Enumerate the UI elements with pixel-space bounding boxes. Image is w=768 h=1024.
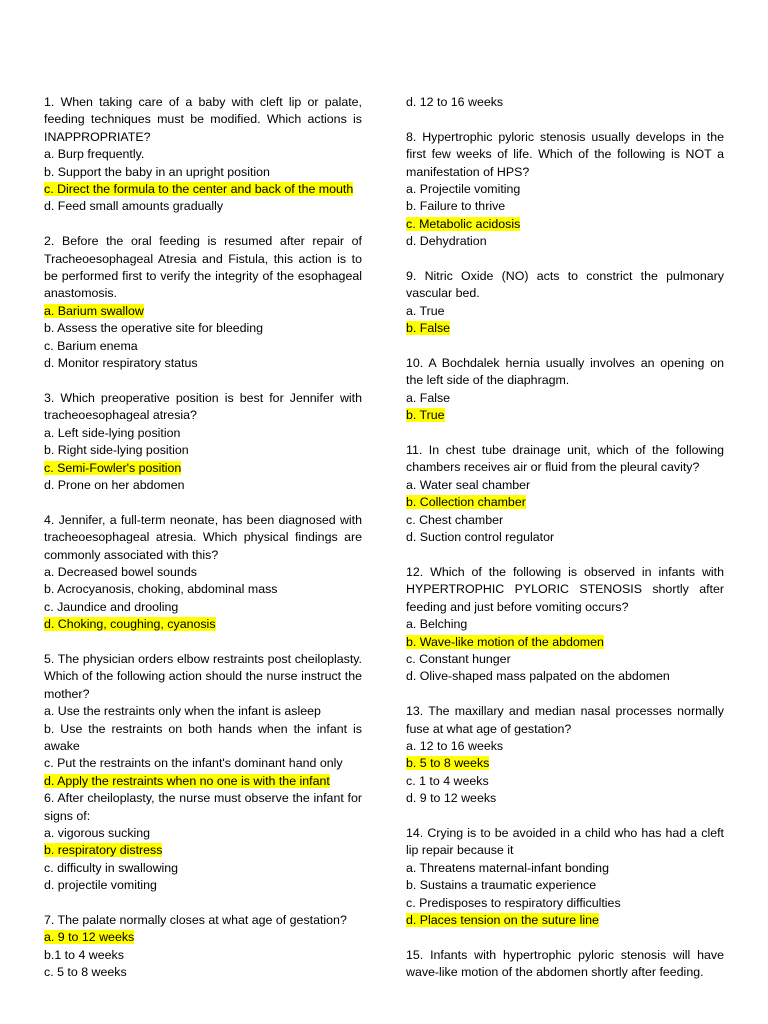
question-stem: 8. Hypertrophic pyloric stenosis usually develops in the first few weeks of life. Which of the following is NOT a manifestation of HPS? [406, 129, 724, 179]
option-b: b. Right side-lying position [44, 443, 189, 458]
option-c: c. Barium enema [44, 338, 138, 353]
option-b: b. Sustains a traumatic experience [406, 878, 597, 893]
answer-highlight: b. respiratory distress [44, 843, 163, 858]
question-12 [406, 564, 724, 686]
option-a: a. False [406, 390, 451, 405]
option-d-answer [406, 912, 724, 929]
answer-highlight: b. Wave-like motion of the abdomen [406, 634, 604, 649]
option-b-answer [406, 407, 724, 424]
question-15 [406, 947, 724, 982]
question-11 [406, 442, 724, 546]
option-b-answer [406, 494, 724, 511]
option-d: d. Suction control regulator [406, 530, 555, 545]
question-13 [406, 703, 724, 807]
question-10 [406, 355, 724, 425]
answer-highlight: d. Apply the restraints when no one is with the infant [44, 773, 330, 788]
answer-highlight: d. Choking, coughing, cyanosis [44, 617, 216, 632]
option-a: a. Projectile vomiting [406, 182, 521, 197]
option-a: a. True [406, 303, 445, 318]
question-stem: 12. Which of the following is observed in infants with HYPERTROPHIC PYLORIC STENOSIS shortly after feeding and just before vomiting occurs? [406, 564, 724, 614]
option-d: d. Dehydration [406, 234, 487, 249]
question-stem: 2. Before the oral feeding is resumed after repair of Tracheoesophageal Atresia and Fistula, this action is to be performed first to verify the integrity of the esophageal anastomosis. [44, 234, 362, 301]
question-2 [44, 233, 362, 372]
answer-highlight: b. False [406, 321, 451, 336]
answer-highlight: a. Barium swallow [44, 303, 144, 318]
question-3 [44, 390, 362, 494]
question-9 [406, 268, 724, 338]
answer-highlight: b. True [406, 408, 445, 423]
option-c: c. Jaundice and drooling [44, 599, 179, 614]
option-a: a. vigorous sucking [44, 826, 151, 840]
answer-highlight: a. 9 to 12 weeks [44, 930, 135, 945]
option-d: d. Monitor respiratory status [44, 356, 198, 371]
option-b: b. Assess the operative site for bleeding [44, 321, 264, 336]
question-stem: 6. After cheiloplasty, the nurse must observe the infant for signs of: [44, 791, 362, 823]
question-stem: 15. Infants with hypertrophic pyloric stenosis will have wave-like motion of the abdomen shortly after feeding. [406, 947, 724, 980]
question-6 [44, 790, 362, 894]
option-a: a. Water seal chamber [406, 477, 531, 492]
option-c: c. Constant hunger [406, 651, 511, 666]
question-7 [44, 912, 362, 982]
question-stem: 5. The physician orders elbow restraints post cheiloplasty. Which of the following action should the nurse instruct the mother? [44, 651, 362, 701]
option-a: a. Decreased bowel sounds [44, 564, 197, 579]
option-a: a. Use the restraints only when the infant is asleep [44, 704, 321, 719]
option-a: a. Burp frequently. [44, 147, 145, 162]
answer-highlight: b. 5 to 8 weeks [406, 756, 490, 771]
answer-highlight: c. Metabolic acidosis [406, 216, 521, 231]
option-c: c. difficulty in swallowing [44, 860, 179, 875]
question-stem: 10. A Bochdalek hernia usually involves an opening on the left side of the diaphragm. [406, 356, 724, 388]
answer-highlight: d. Places tension on the suture line [406, 912, 599, 927]
question-stem: 11. In chest tube drainage unit, which of the following chambers receives air or fluid from the pleural cavity? [406, 443, 724, 475]
option-d: d. 12 to 16 weeks [406, 95, 504, 109]
answer-highlight: c. Direct the formula to the center and back of the mouth [44, 182, 354, 197]
option-d: d. Olive-shaped mass palpated on the abdomen [406, 669, 670, 684]
question-stem: 9. Nitric Oxide (NO) acts to constrict the pulmonary vascular bed. [406, 269, 724, 301]
right-column [406, 94, 724, 982]
option-c: c. Predisposes to respiratory difficulties [406, 895, 621, 910]
option-b: b. Use the restraints on both hands when the infant is awake [44, 721, 362, 753]
option-a-answer [44, 303, 362, 320]
option-b: b. Acrocyanosis, choking, abdominal mass [44, 582, 278, 597]
option-b-answer [406, 755, 724, 772]
option-d-answer [44, 773, 362, 790]
question-1 [44, 94, 362, 216]
option-a: a. Belching [406, 617, 468, 632]
question-stem: 3. Which preoperative position is best for Jennifer with tracheoesophageal atresia? [44, 390, 362, 423]
option-b: b. Failure to thrive [406, 199, 506, 214]
question-stem: 1. When taking care of a baby with cleft lip or palate, feeding techniques must be modified. Which actions is INAPPROPRIATE? [44, 95, 362, 144]
question-stem: 13. The maxillary and median nasal processes normally fuse at what age of gestation? [406, 704, 724, 736]
option-c: c. Chest chamber [406, 512, 504, 527]
option-a-answer [44, 929, 362, 946]
option-d: d. projectile vomiting [44, 878, 157, 893]
option-c: c. 1 to 4 weeks [406, 773, 489, 788]
question-14 [406, 825, 724, 929]
answer-highlight: b. Collection chamber [406, 495, 526, 510]
option-c-answer [44, 181, 362, 198]
option-b: b. Support the baby in an upright position [44, 164, 270, 179]
option-b-answer [406, 634, 724, 651]
question-4 [44, 512, 362, 634]
option-b: b.1 to 4 weeks [44, 947, 124, 962]
question-stem: 7. The palate normally closes at what age of gestation? [44, 913, 347, 928]
option-c: c. 5 to 8 weeks [44, 965, 127, 980]
question-8 [406, 129, 724, 251]
option-a: a. Threatens maternal-infant bonding [406, 860, 609, 875]
option-d: d. 9 to 12 weeks [406, 791, 497, 806]
option-c-answer [44, 460, 362, 477]
option-a: a. 12 to 16 weeks [406, 738, 504, 753]
question-5 [44, 651, 362, 790]
option-d: d. Feed small amounts gradually [44, 199, 224, 214]
option-d: d. Prone on her abdomen [44, 477, 185, 492]
option-c-answer [406, 216, 724, 233]
option-a: a. Left side-lying position [44, 425, 181, 440]
question-7-continued [406, 94, 724, 111]
left-column [44, 94, 362, 982]
option-c: c. Put the restraints on the infant's dominant hand only [44, 756, 343, 771]
option-b-answer [44, 842, 362, 859]
option-d-answer [44, 616, 362, 633]
answer-highlight: c. Semi-Fowler's position [44, 460, 182, 475]
option-b-answer [406, 320, 724, 337]
question-stem: 4. Jennifer, a full-term neonate, has been diagnosed with tracheoesophageal atresia. Which physical findings are commonly associated with this? [44, 512, 362, 562]
question-stem: 14. Crying is to be avoided in a child who has had a cleft lip repair because it [406, 825, 724, 858]
